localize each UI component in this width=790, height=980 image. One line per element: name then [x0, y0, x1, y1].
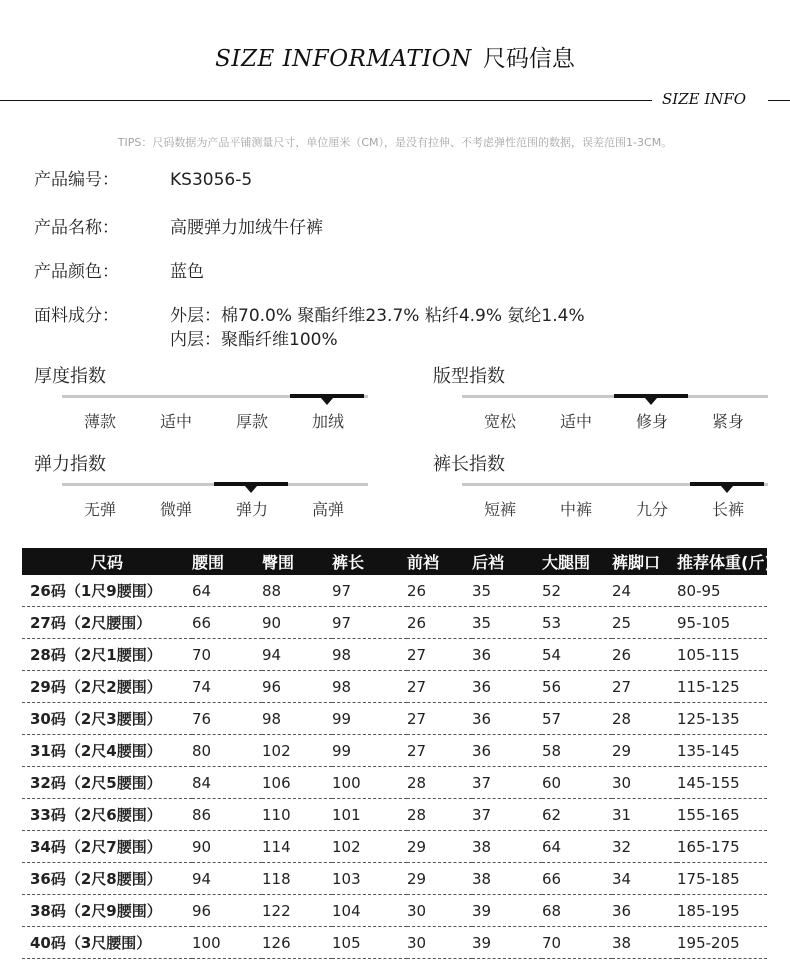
table-cell: 80 [192, 735, 262, 767]
scale-option: 紧身 [711, 412, 744, 431]
table-cell: 94 [262, 639, 332, 671]
scale-option: 长裤 [711, 500, 744, 519]
scale-option: 薄款 [83, 412, 116, 431]
table-cell: 86 [192, 799, 262, 831]
table-cell: 37 [472, 767, 542, 799]
table-cell: 38 [472, 831, 542, 863]
table-cell: 38 [472, 863, 542, 895]
column-header: 前裆 [407, 548, 472, 575]
scale-selected-marker [214, 482, 288, 486]
header-divider [0, 100, 652, 101]
table-cell: 126 [262, 927, 332, 959]
table-cell: 101 [332, 799, 407, 831]
scale-option: 加绒 [311, 412, 344, 431]
table-cell: 26 [407, 607, 472, 639]
size-label-cell: 33码（2尺6腰围） [22, 799, 192, 831]
table-row [22, 831, 767, 863]
table-cell: 66 [192, 607, 262, 639]
size-label-cell: 30码（2尺3腰围） [22, 703, 192, 735]
table-cell: 53 [542, 607, 612, 639]
scale-selected-marker [614, 394, 688, 398]
table-cell: 98 [262, 703, 332, 735]
elasticity-scale [62, 483, 368, 523]
table-cell: 76 [192, 703, 262, 735]
thickness-scale [62, 395, 368, 435]
size-label-cell: 40码（3尺腰围） [22, 927, 192, 959]
size-label-cell: 31码（2尺4腰围） [22, 735, 192, 767]
product-color-label: 产品颜色： [34, 262, 119, 282]
table-cell: 27 [407, 735, 472, 767]
table-row [22, 927, 767, 959]
table-cell: 35 [472, 607, 542, 639]
table-cell: 27 [612, 671, 677, 703]
table-cell: 39 [472, 895, 542, 927]
scale-option: 适中 [159, 412, 192, 431]
table-row [22, 575, 767, 607]
table-cell: 74 [192, 671, 262, 703]
length-scale [462, 483, 768, 523]
table-row [22, 735, 767, 767]
size-table-header [22, 548, 767, 575]
size-table-body [22, 575, 767, 959]
table-cell: 90 [262, 607, 332, 639]
table-cell: 68 [542, 895, 612, 927]
table-cell: 37 [472, 799, 542, 831]
table-row [22, 607, 767, 639]
size-label-cell: 32码（2尺5腰围） [22, 767, 192, 799]
table-row [22, 639, 767, 671]
table-cell: 122 [262, 895, 332, 927]
table-cell: 125-135 [677, 703, 767, 735]
table-cell: 36 [612, 895, 677, 927]
column-header: 腰围 [192, 548, 262, 575]
table-cell: 34 [612, 863, 677, 895]
table-cell: 88 [262, 575, 332, 607]
table-cell: 175-185 [677, 863, 767, 895]
table-cell: 165-175 [677, 831, 767, 863]
table-cell: 103 [332, 863, 407, 895]
size-info-tag: SIZE INFO [662, 90, 747, 108]
table-cell: 52 [542, 575, 612, 607]
size-label-cell: 28码（2尺1腰围） [22, 639, 192, 671]
length-scale-title: 裤长指数 [433, 454, 505, 475]
table-cell: 64 [542, 831, 612, 863]
table-cell: 100 [192, 927, 262, 959]
table-cell: 28 [407, 767, 472, 799]
scale-option: 宽松 [483, 412, 516, 431]
column-header: 裤长 [332, 548, 407, 575]
table-cell: 28 [612, 703, 677, 735]
table-cell: 110 [262, 799, 332, 831]
scale-option: 厚款 [235, 412, 268, 431]
table-cell: 95-105 [677, 607, 767, 639]
fabric-inner-value: 内层：聚酯纤维100% [170, 330, 338, 350]
table-cell: 99 [332, 735, 407, 767]
table-cell: 106 [262, 767, 332, 799]
scale-option: 弹力 [235, 500, 268, 519]
header-divider-end [768, 100, 790, 101]
table-cell: 27 [407, 703, 472, 735]
table-cell: 26 [407, 575, 472, 607]
table-cell: 64 [192, 575, 262, 607]
table-cell: 35 [472, 575, 542, 607]
product-name-value: 高腰弹力加绒牛仔裤 [170, 218, 323, 238]
size-label-cell: 27码（2尺腰围） [22, 607, 192, 639]
table-cell: 90 [192, 831, 262, 863]
table-cell: 66 [542, 863, 612, 895]
column-header: 推荐体重(斤) [677, 548, 767, 575]
scale-option: 短裤 [483, 500, 516, 519]
scale-option: 适中 [559, 412, 592, 431]
column-header: 裤脚口 [612, 548, 677, 575]
size-label-cell: 38码（2尺9腰围） [22, 895, 192, 927]
table-cell: 27 [407, 639, 472, 671]
table-cell: 98 [332, 671, 407, 703]
fabric-outer-value: 外层：棉70.0% 聚酯纤维23.7% 粘纤4.9% 氨纶1.4% [170, 306, 585, 326]
table-cell: 115-125 [677, 671, 767, 703]
product-name-label: 产品名称： [34, 218, 119, 238]
table-cell: 60 [542, 767, 612, 799]
table-cell: 94 [192, 863, 262, 895]
table-cell: 105-115 [677, 639, 767, 671]
scale-option: 九分 [635, 500, 668, 519]
table-cell: 36 [472, 639, 542, 671]
size-label-cell: 34码（2尺7腰围） [22, 831, 192, 863]
size-table [22, 548, 772, 959]
table-cell: 26 [612, 639, 677, 671]
scale-option: 修身 [635, 412, 668, 431]
column-header: 后裆 [472, 548, 542, 575]
scale-option: 无弹 [83, 500, 116, 519]
table-cell: 31 [612, 799, 677, 831]
table-cell: 195-205 [677, 927, 767, 959]
size-label-cell: 36码（2尺8腰围） [22, 863, 192, 895]
table-cell: 25 [612, 607, 677, 639]
table-cell: 29 [407, 863, 472, 895]
table-cell: 155-165 [677, 799, 767, 831]
table-cell: 58 [542, 735, 612, 767]
product-code-label: 产品编号： [34, 170, 119, 190]
table-cell: 56 [542, 671, 612, 703]
table-cell: 62 [542, 799, 612, 831]
table-row [22, 703, 767, 735]
table-cell: 30 [407, 895, 472, 927]
table-cell: 57 [542, 703, 612, 735]
fit-scale-title: 版型指数 [433, 366, 505, 387]
table-cell: 102 [262, 735, 332, 767]
table-cell: 39 [472, 927, 542, 959]
product-color-value: 蓝色 [170, 262, 204, 282]
table-row [22, 799, 767, 831]
table-cell: 70 [192, 639, 262, 671]
table-cell: 36 [472, 671, 542, 703]
table-cell: 105 [332, 927, 407, 959]
scale-selected-marker [690, 482, 764, 486]
table-cell: 24 [612, 575, 677, 607]
table-cell: 30 [612, 767, 677, 799]
size-label-cell: 26码（1尺9腰围） [22, 575, 192, 607]
table-cell: 118 [262, 863, 332, 895]
table-cell: 29 [407, 831, 472, 863]
table-cell: 145-155 [677, 767, 767, 799]
fit-scale [462, 395, 768, 435]
table-cell: 114 [262, 831, 332, 863]
table-cell: 28 [407, 799, 472, 831]
tips-note: TIPS：尺码数据为产品平铺测量尺寸，单位厘米（CM），是没有拉伸、不考虑弹性范围的数据，误差范围1-3CM。 [117, 136, 673, 149]
table-cell: 96 [262, 671, 332, 703]
table-cell: 80-95 [677, 575, 767, 607]
scale-option: 中裤 [559, 500, 592, 519]
thickness-scale-title: 厚度指数 [34, 366, 106, 387]
table-cell: 70 [542, 927, 612, 959]
table-cell: 32 [612, 831, 677, 863]
table-cell: 104 [332, 895, 407, 927]
table-cell: 135-145 [677, 735, 767, 767]
page-title [0, 40, 790, 80]
product-fabric-label: 面料成分： [34, 306, 119, 326]
table-cell: 97 [332, 575, 407, 607]
table-cell: 38 [612, 927, 677, 959]
size-label-cell: 29码（2尺2腰围） [22, 671, 192, 703]
table-cell: 27 [407, 671, 472, 703]
title-english: SIZE INFORMATION [215, 46, 472, 72]
scale-option: 微弹 [159, 500, 192, 519]
table-cell: 185-195 [677, 895, 767, 927]
table-cell: 36 [472, 735, 542, 767]
column-header: 尺码 [22, 548, 192, 575]
elasticity-scale-title: 弹力指数 [34, 454, 106, 475]
table-row [22, 895, 767, 927]
table-cell: 102 [332, 831, 407, 863]
table-cell: 30 [407, 927, 472, 959]
table-cell: 99 [332, 703, 407, 735]
table-cell: 96 [192, 895, 262, 927]
table-cell: 54 [542, 639, 612, 671]
table-cell: 36 [472, 703, 542, 735]
table-row [22, 767, 767, 799]
table-cell: 29 [612, 735, 677, 767]
column-header: 臀围 [262, 548, 332, 575]
table-cell: 98 [332, 639, 407, 671]
table-cell: 84 [192, 767, 262, 799]
product-code-value: KS3056-5 [170, 170, 253, 190]
table-row [22, 863, 767, 895]
title-chinese: 尺码信息 [482, 46, 575, 72]
column-header: 大腿围 [542, 548, 612, 575]
table-cell: 100 [332, 767, 407, 799]
table-cell: 97 [332, 607, 407, 639]
table-row [22, 671, 767, 703]
scale-option: 高弹 [311, 500, 344, 519]
scale-selected-marker [290, 394, 364, 398]
